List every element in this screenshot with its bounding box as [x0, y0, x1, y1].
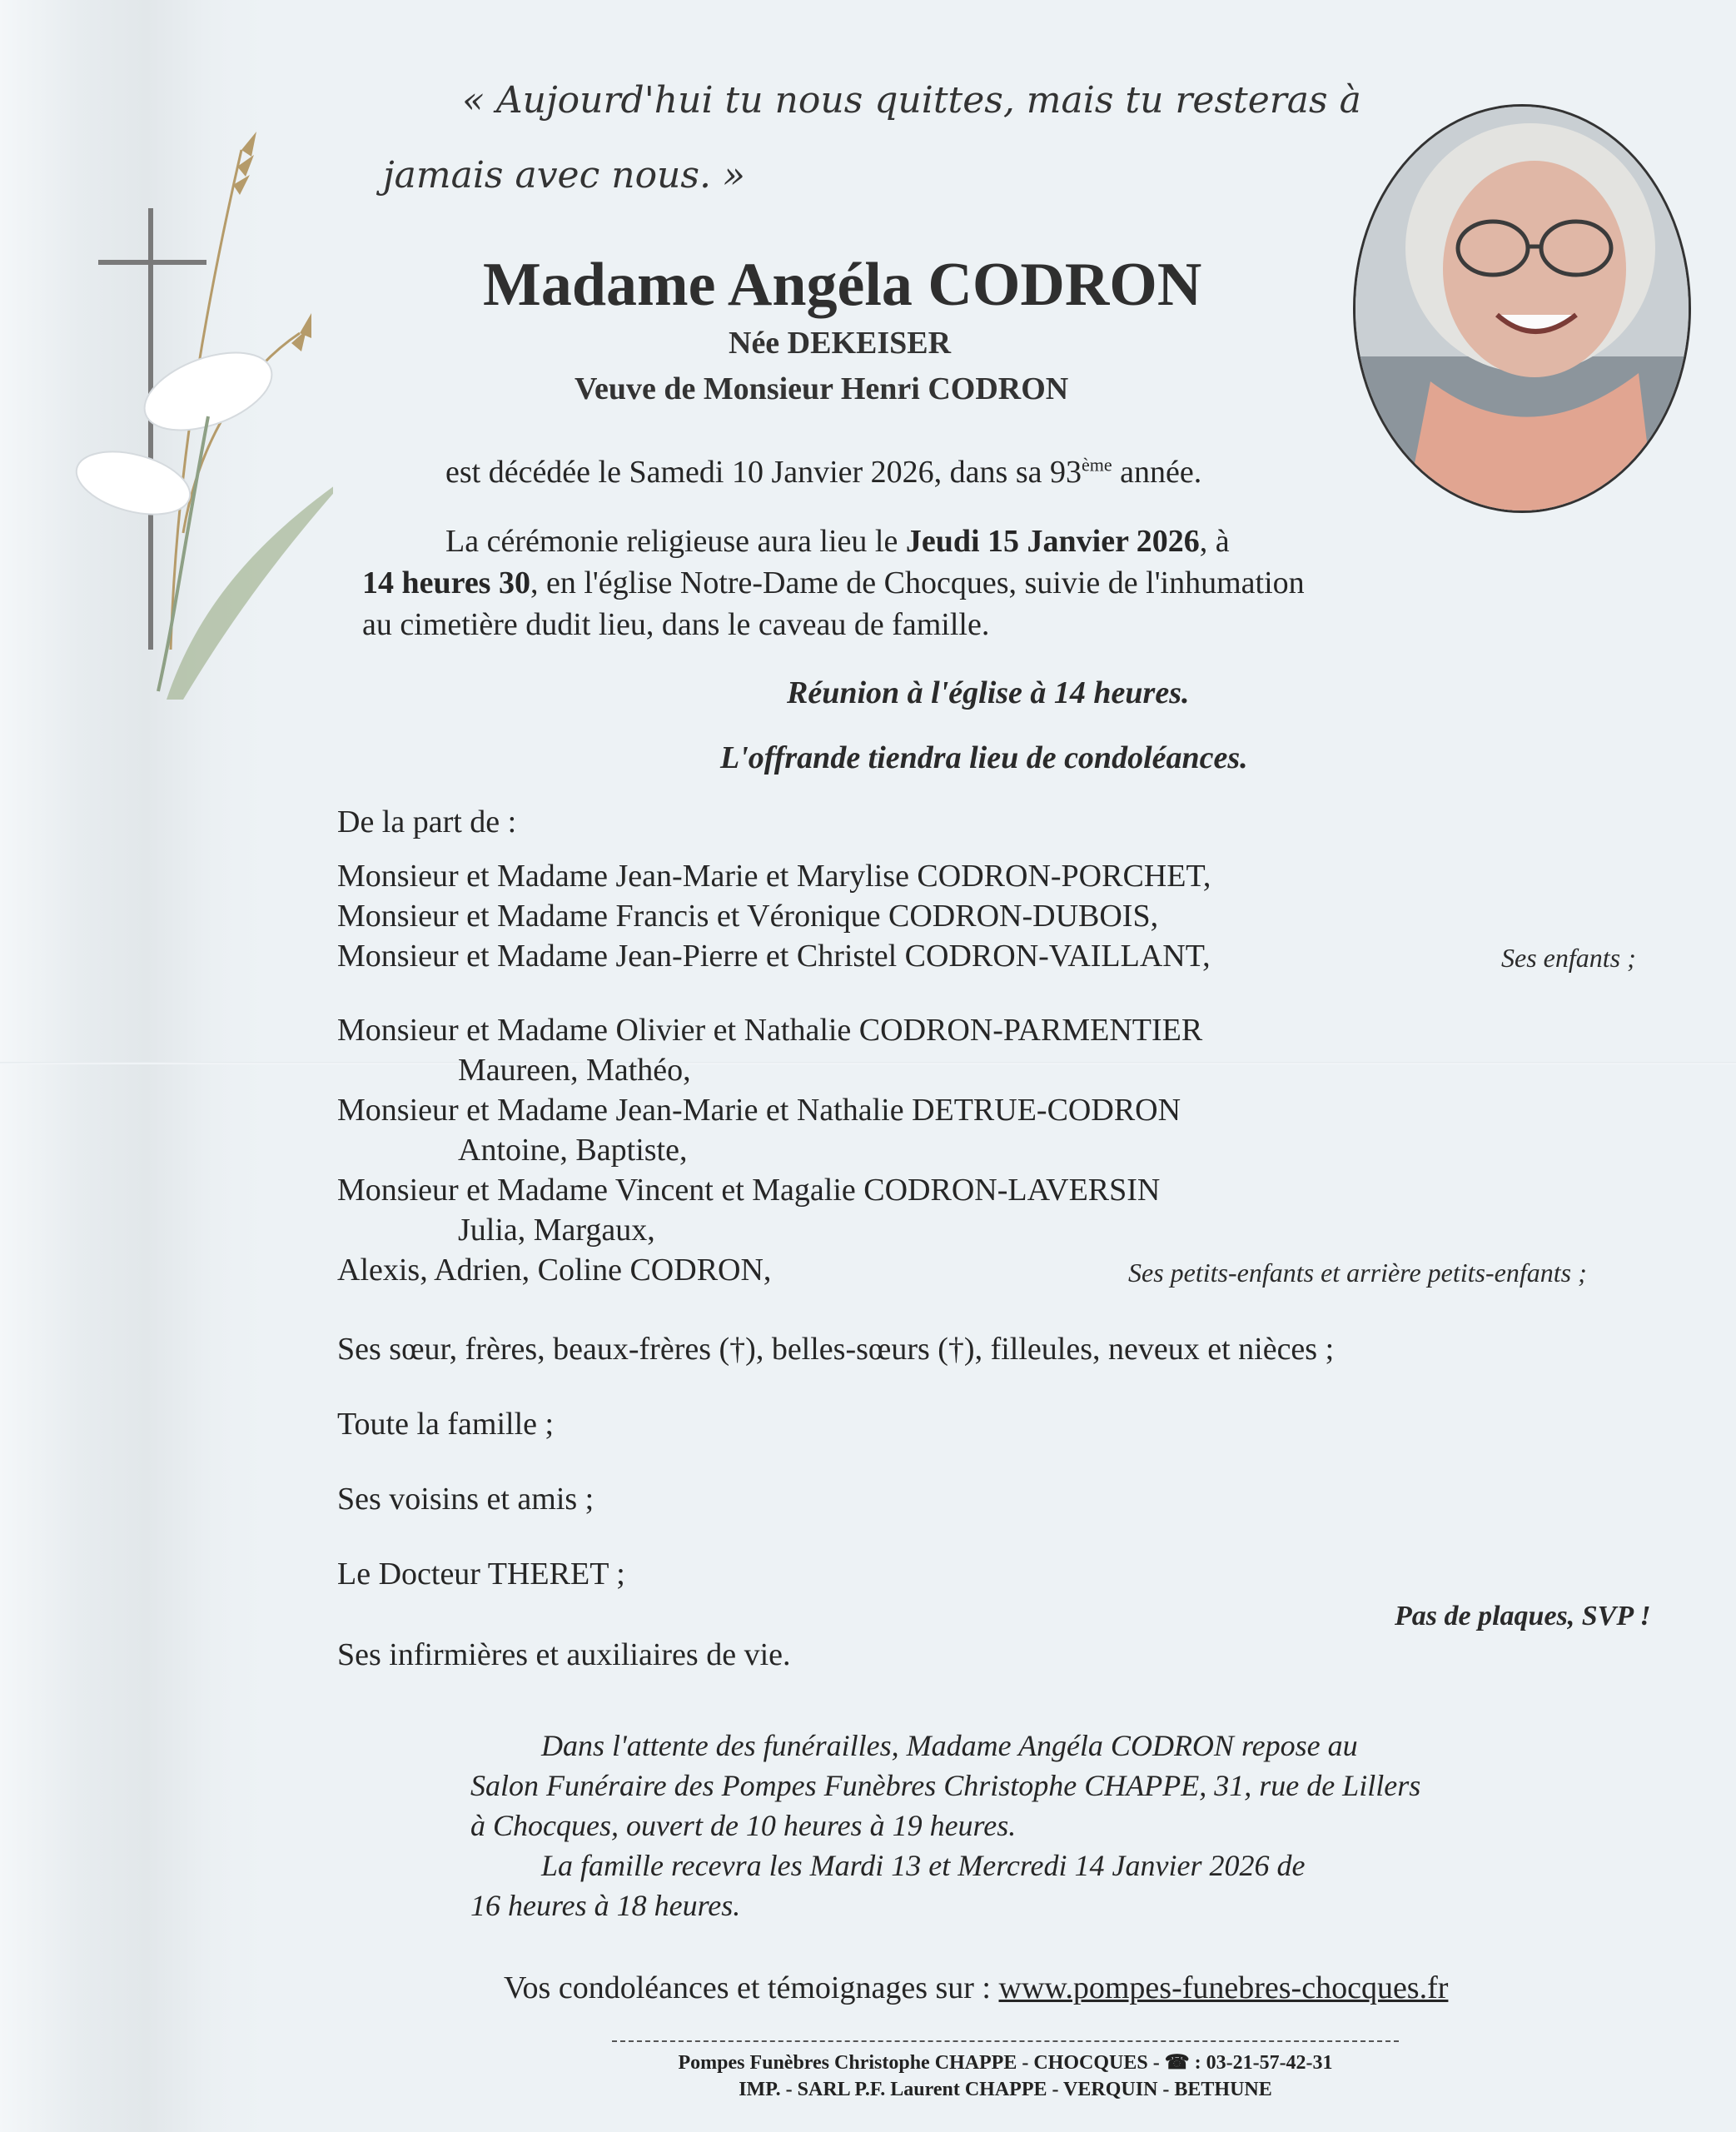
lily-flower-1	[134, 337, 282, 446]
grandchild-names-4: Alexis, Adrien, Coline CODRON,	[337, 1253, 772, 1288]
funeral-home-line-1: Dans l'attente des funérailles, Madame Angéla CODRON repose au	[541, 1729, 1358, 1762]
footer-line-2: IMP. - SARL P.F. Laurent CHAPPE - VERQUIN - BETHUNE	[739, 2079, 1272, 2100]
no-plaques-note: Pas de plaques, SVP !	[1395, 1601, 1651, 1631]
maiden-name: Née DEKEISER	[729, 326, 952, 361]
condolences-link[interactable]: www.pompes-funebres-chocques.fr	[998, 1970, 1449, 2005]
child-2: Monsieur et Madame Francis et Véronique CODRON-DUBOIS,	[337, 899, 1159, 934]
from-label: De la part de :	[337, 804, 517, 839]
ceremony-time: 14 heures 30	[362, 565, 530, 600]
funeral-home-line-5: 16 heures à 18 heures.	[470, 1889, 741, 1922]
footer-line-1: Pompes Funèbres Christophe CHAPPE - CHOCQUES - ☎ : 03-21-57-42-31	[678, 2052, 1333, 2074]
cross-horizontal	[98, 260, 206, 265]
cross-vertical	[148, 208, 153, 650]
child-3: Monsieur et Madame Jean-Pierre et Christel CODRON-VAILLANT,	[337, 939, 1211, 974]
deceased-name: Madame Angéla CODRON	[483, 251, 1202, 319]
condolences-label: Vos condoléances et témoignages sur :	[504, 1970, 991, 2005]
quote-line-2: jamais avec nous. »	[383, 154, 745, 197]
quote-line-1: « Aujourd'hui tu nous quittes, mais tu resteras à	[462, 79, 1361, 122]
ceremony-line-2	[362, 565, 1305, 601]
funeral-home-line-2: Salon Funéraire des Pompes Funèbres Christophe CHAPPE, 31, rue de Lillers	[470, 1769, 1421, 1802]
death-suffix: année.	[1120, 455, 1202, 490]
widow-of: Veuve de Monsieur Henri CODRON	[575, 371, 1069, 406]
condolences-line	[504, 1970, 1448, 2006]
grandchildren-label: Ses petits-enfants et arrière petits-enfants ;	[1128, 1258, 1587, 1288]
portrait-photo	[1353, 104, 1691, 513]
wheat-ear	[233, 132, 256, 195]
lily-flower-2	[70, 441, 197, 526]
neighbours-friends: Ses voisins et amis ;	[337, 1482, 594, 1517]
ceremony-place: , en l'église Notre-Dame de Chocques, suivie de l'inhumation	[530, 565, 1305, 600]
ceremony-text: La cérémonie religieuse aura lieu le	[445, 524, 898, 559]
cross-lily-ornament	[33, 117, 333, 716]
child-1: Monsieur et Madame Jean-Marie et Marylise CODRON-PORCHET,	[337, 859, 1211, 894]
death-age: 93	[1050, 455, 1082, 490]
funeral-home-line-4: La famille recevra les Mardi 13 et Mercredi 14 Janvier 2026 de	[541, 1849, 1306, 1882]
other-relatives: Ses sœur, frères, beaux-frères (†), belles-sœurs (†), filleules, neveux et nièces ;	[337, 1332, 1335, 1367]
ceremony-date: Jeudi 15 Janvier 2026	[905, 524, 1200, 559]
portrait-illustration	[1355, 107, 1689, 511]
grandchild-names-2: Antoine, Baptiste,	[458, 1133, 688, 1168]
reunion-note: Réunion à l'église à 14 heures.	[787, 675, 1190, 710]
ceremony-line-3: au cimetière dudit lieu, dans le caveau de famille.	[362, 607, 990, 642]
grandchild-family-1: Monsieur et Madame Olivier et Nathalie CODRON-PARMENTIER	[337, 1013, 1203, 1048]
death-announcement	[445, 454, 1201, 491]
footer-divider	[612, 2040, 1399, 2042]
death-age-sup: ème	[1082, 454, 1112, 476]
ceremony-line-1	[445, 523, 1230, 560]
grandchild-names-3: Julia, Margaux,	[458, 1213, 655, 1248]
wheat-ear-2	[291, 313, 311, 351]
ceremony-comma: , à	[1199, 524, 1230, 559]
nurses: Ses infirmières et auxiliaires de vie.	[337, 1637, 791, 1672]
paper-fold	[0, 1062, 1736, 1064]
death-prefix: est décédée le Samedi 10 Janvier 2026, dans sa	[445, 455, 1042, 490]
grandchild-family-3: Monsieur et Madame Vincent et Magalie CODRON-LAVERSIN	[337, 1173, 1161, 1208]
doctor: Le Docteur THERET ;	[337, 1557, 625, 1592]
funeral-home-line-3: à Chocques, ouvert de 10 heures à 19 heures.	[470, 1809, 1017, 1842]
offrande-note: L'offrande tiendra lieu de condoléances.	[720, 740, 1248, 775]
grandchild-family-2: Monsieur et Madame Jean-Marie et Nathalie DETRUE-CODRON	[337, 1093, 1181, 1128]
grandchild-names-1: Maureen, Mathéo,	[458, 1053, 691, 1088]
children-label: Ses enfants ;	[1501, 943, 1636, 973]
whole-family: Toute la famille ;	[337, 1407, 555, 1442]
